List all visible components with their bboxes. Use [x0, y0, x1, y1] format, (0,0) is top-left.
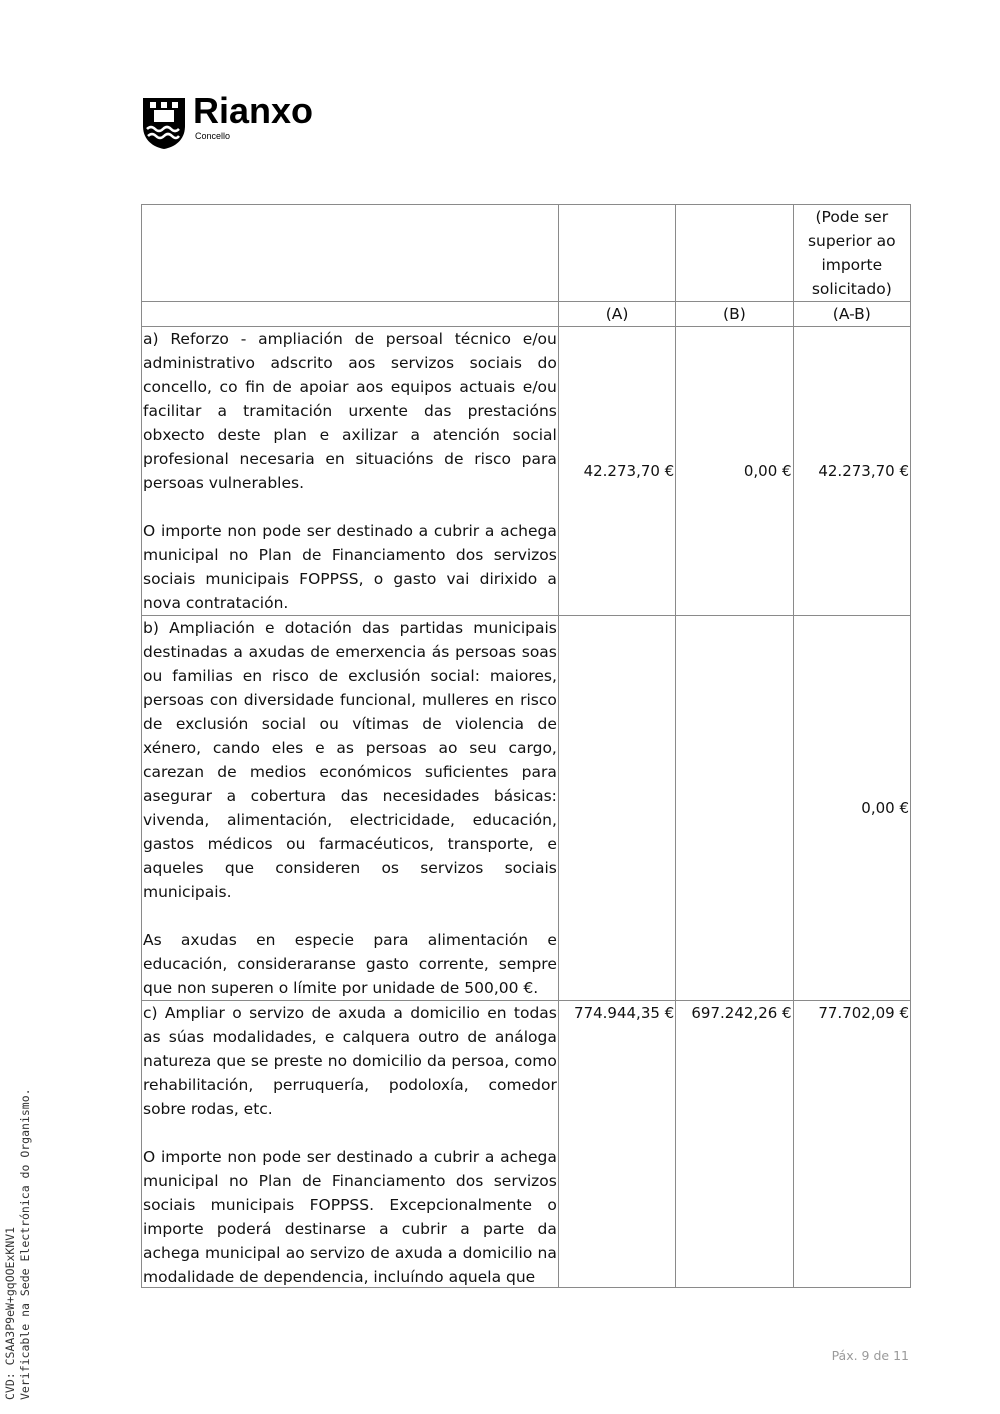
table-header-row	[142, 205, 911, 302]
amount-a: 42.273,70 €	[558, 327, 675, 616]
amount-b	[676, 616, 793, 1001]
coat-of-arms-icon	[141, 96, 187, 150]
table-row	[142, 327, 911, 616]
label-cell-empty	[142, 302, 559, 327]
concello-logo	[141, 90, 351, 152]
description-paragraph: b) Ampliación e dotación das partidas municipais destinadas a axudas de emerxencia ás persoas soas ou familias en risco de exclusión social: maiores, persoas con diversidade funcional, mulleres en risco de exclusión social ou vítimas de violencia de xénero, cando eles e as persoas ao seu cargo, carezan de medios económicos suficientes para asegurar a cobertura das necesidades básicas: vivenda, alimentación, electricidade, educación, gastos médicos ou farmacéuticos, transporte, e aqueles que consideren os servizos sociais municipais.	[143, 619, 557, 901]
header-cell-empty	[558, 205, 675, 302]
verification-code	[3, 1088, 33, 1400]
budget-table	[141, 204, 911, 1288]
amount-b: 697.242,26 €	[676, 1001, 793, 1288]
logo-subtitle: Concello	[195, 131, 231, 141]
description-paragraph: O importe non pode ser destinado a cubrir a achega municipal no Plan de Financiamento dos servizos sociais municipais FOPPSS. Excepcionalmente o importe poderá destinarse a cubrir a parte da achega municipal ao servizo de axuda a domicilio na modalidade de dependencia, incluíndo aquela que	[143, 1148, 557, 1286]
amount-ab: 0,00 €	[793, 616, 910, 1001]
amount-ab: 77.702,09 €	[793, 1001, 910, 1288]
page-number: Páx. 9 de 11	[831, 1348, 909, 1363]
amount-a	[558, 616, 675, 1001]
column-label-row	[142, 302, 911, 327]
table-row	[142, 616, 911, 1001]
amount-ab: 42.273,70 €	[793, 327, 910, 616]
header-cell-empty	[676, 205, 793, 302]
cvd-line: CVD: CSAA3P9eW+gqOOExKNV1	[3, 1226, 17, 1400]
amount-b: 0,00 €	[676, 327, 793, 616]
header-note: (Pode ser superior ao importe solicitado)	[793, 205, 910, 302]
col-label-b: (B)	[676, 302, 793, 327]
col-label-ab: (A-B)	[793, 302, 910, 327]
description-paragraph: O importe non pode ser destinado a cubrir a achega municipal no Plan de Financiamento dos servizos sociais municipais FOPPSS, o gasto vai dirixido a nova contratación.	[143, 522, 557, 612]
cvd-line: Verificable na Sede Electrónica do Organismo.	[18, 1088, 32, 1400]
col-label-a: (A)	[558, 302, 675, 327]
row-description	[142, 1001, 559, 1288]
amount-a: 774.944,35 €	[558, 1001, 675, 1288]
row-description	[142, 327, 559, 616]
logo-name: Rianxo	[193, 90, 314, 131]
description-paragraph: a) Reforzo - ampliación de persoal técnico e/ou administrativo adscrito aos servizos sociais do concello, co fin de apoiar aos equipos actuais e/ou facilitar a tramitación urxente das prestacións obxecto deste plan e axilizar a atención social profesional necesaria en situacións de risco para persoas vulnerables.	[143, 330, 557, 492]
header-cell-empty	[142, 205, 559, 302]
description-paragraph: As axudas en especie para alimentación e educación, consideraranse gasto corrente, sempre que non superen o límite por unidade de 500,00 €.	[143, 931, 557, 997]
row-description	[142, 616, 559, 1001]
description-paragraph: c) Ampliar o servizo de axuda a domicilio en todas as súas modalidades, e calquera outro de análoga natureza que se preste no domicilio da persoa, como rehabilitación, perruquería, podoloxía, comedor sobre rodas, etc.	[143, 1004, 557, 1118]
table-row	[142, 1001, 911, 1288]
